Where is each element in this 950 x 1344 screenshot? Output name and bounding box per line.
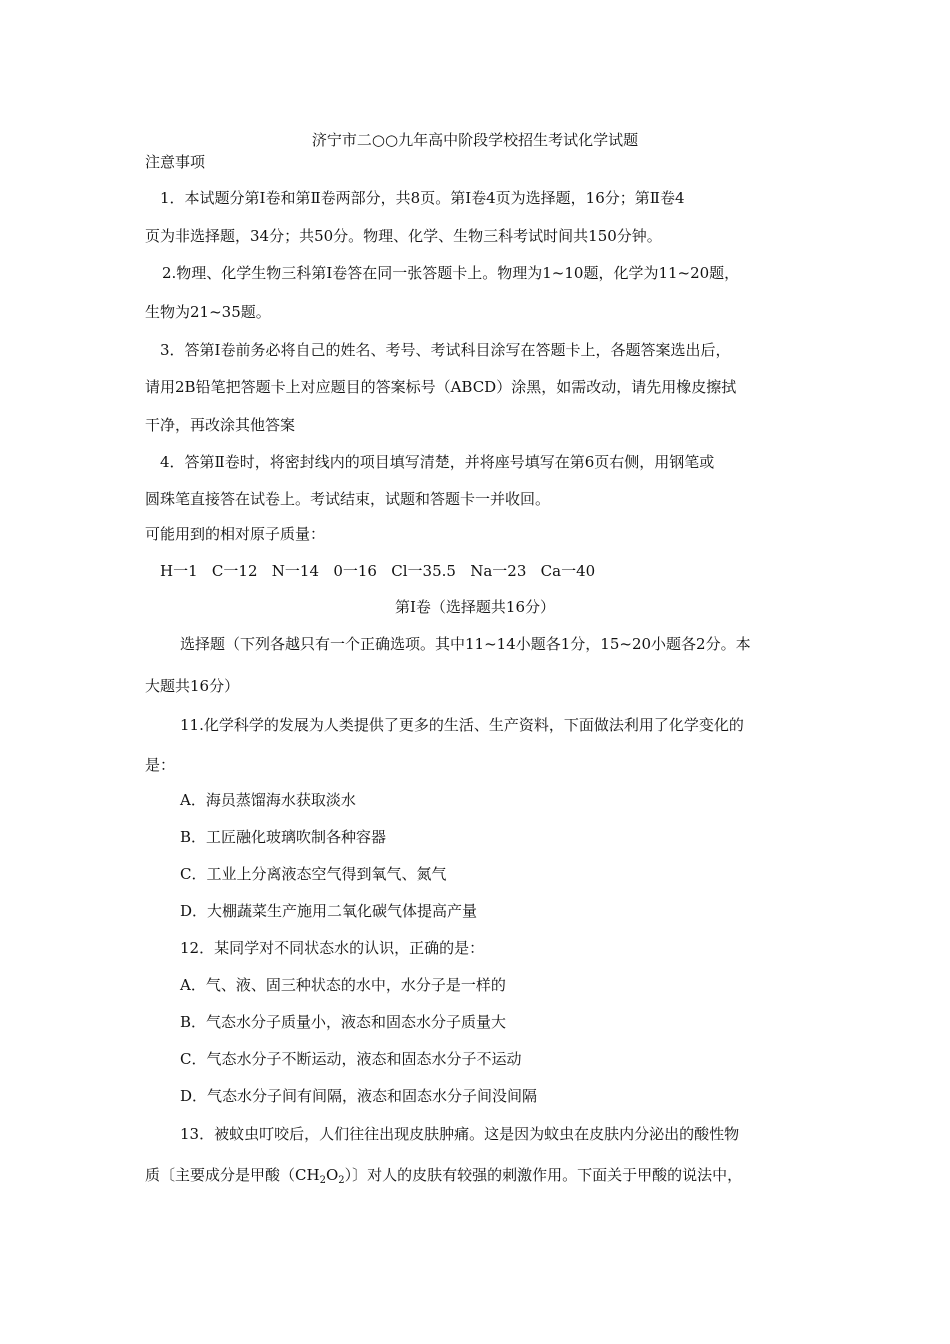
- stem-text: O: [325, 1166, 339, 1184]
- question-13-stem: [145, 1165, 742, 1185]
- notice-heading: 注意事项: [145, 153, 206, 171]
- notice-line: 请用2B铅笔把答题卡上对应题目的答案标号（ABCD）涂黑，如需改动，请先用橡皮擦拭: [145, 378, 737, 396]
- question-12-option-d: D．气态水分子间有间隔，液态和固态水分子间没间隔: [180, 1087, 538, 1105]
- question-11-option-a: A．海员蒸馏海水获取淡水: [180, 791, 356, 809]
- notice-line: 干净，再改涂其他答案: [145, 416, 296, 434]
- question-11-stem: 11.化学科学的发展为人类提供了更多的生活、生产资料，下面做法利用了化学变化的: [180, 716, 744, 734]
- question-11-option-c: C．工业上分离液态空气得到氧气、氮气: [180, 865, 447, 883]
- question-11-option-b: B．工匠融化玻璃吹制各种容器: [180, 828, 387, 846]
- stem-text: 质〔主要成分是甲酸（CH: [145, 1166, 320, 1184]
- question-11-stem: 是：: [145, 756, 176, 774]
- notice-line: 1．本试题分第Ⅰ卷和第Ⅱ卷两部分，共8页。第Ⅰ卷4页为选择题，16分；第Ⅱ卷4: [160, 189, 685, 207]
- subscript: 2: [338, 1175, 345, 1186]
- atomic-mass-heading: 可能用到的相对原子质量：: [145, 525, 326, 543]
- notice-line: 4．答第Ⅱ卷时，将密封线内的项目填写清楚，并将座号填写在第6页右侧，用钢笔或: [160, 453, 715, 471]
- stem-text: ）〕对人的皮肤有较强的刺激作用。下面关于甲酸的说法中，: [344, 1166, 743, 1184]
- notice-line: 页为非选择题，34分；共50分。物理、化学、生物三科考试时间共150分钟。: [145, 227, 662, 245]
- question-12-option-b: B．气态水分子质量小，液态和固态水分子质量大: [180, 1013, 507, 1031]
- question-12-option-a: A．气、液、固三种状态的水中，水分子是一样的: [180, 976, 506, 994]
- subscript: 2: [319, 1175, 326, 1186]
- question-13-stem: 13．被蚊虫叮咬后，人们往往出现皮肤肿痛。这是因为蚊虫在皮肤内分泌出的酸性物: [180, 1125, 740, 1143]
- notice-line: 3．答第Ⅰ卷前务必将自己的姓名、考号、考试科目涂写在答题卡上，各题答案选出后，: [160, 341, 731, 359]
- notice-line: 圆珠笔直接答在试卷上。考试结束，试题和答题卡一并收回。: [145, 490, 551, 508]
- section-instructions: 大题共16分）: [145, 677, 240, 695]
- notice-line: 2.物理、化学生物三科第Ⅰ卷答在同一张答题卡上。物理为1~10题，化学为11~20题，: [162, 264, 740, 282]
- question-11-option-d: D．大棚蔬菜生产施用二氧化碳气体提高产量: [180, 902, 478, 920]
- atomic-mass-list: H一1 C一12 N一14 0一16 Cl一35.5 Na一23 Ca一40: [160, 562, 596, 580]
- document-title: 济宁市二○○九年高中阶段学校招生考试化学试题: [311, 131, 639, 149]
- section-instructions: 选择题（下列各越只有一个正确选项。其中11~14小题各1分，15~20小题各2分。本: [180, 635, 751, 653]
- question-12-stem: 12．某同学对不同状态水的认识，正确的是：: [180, 939, 485, 957]
- question-12-option-c: C．气态水分子不断运动，液态和固态水分子不运动: [180, 1050, 522, 1068]
- notice-line: 生物为21~35题。: [145, 303, 271, 321]
- section-title: 第Ⅰ卷（选择题共16分）: [394, 598, 555, 616]
